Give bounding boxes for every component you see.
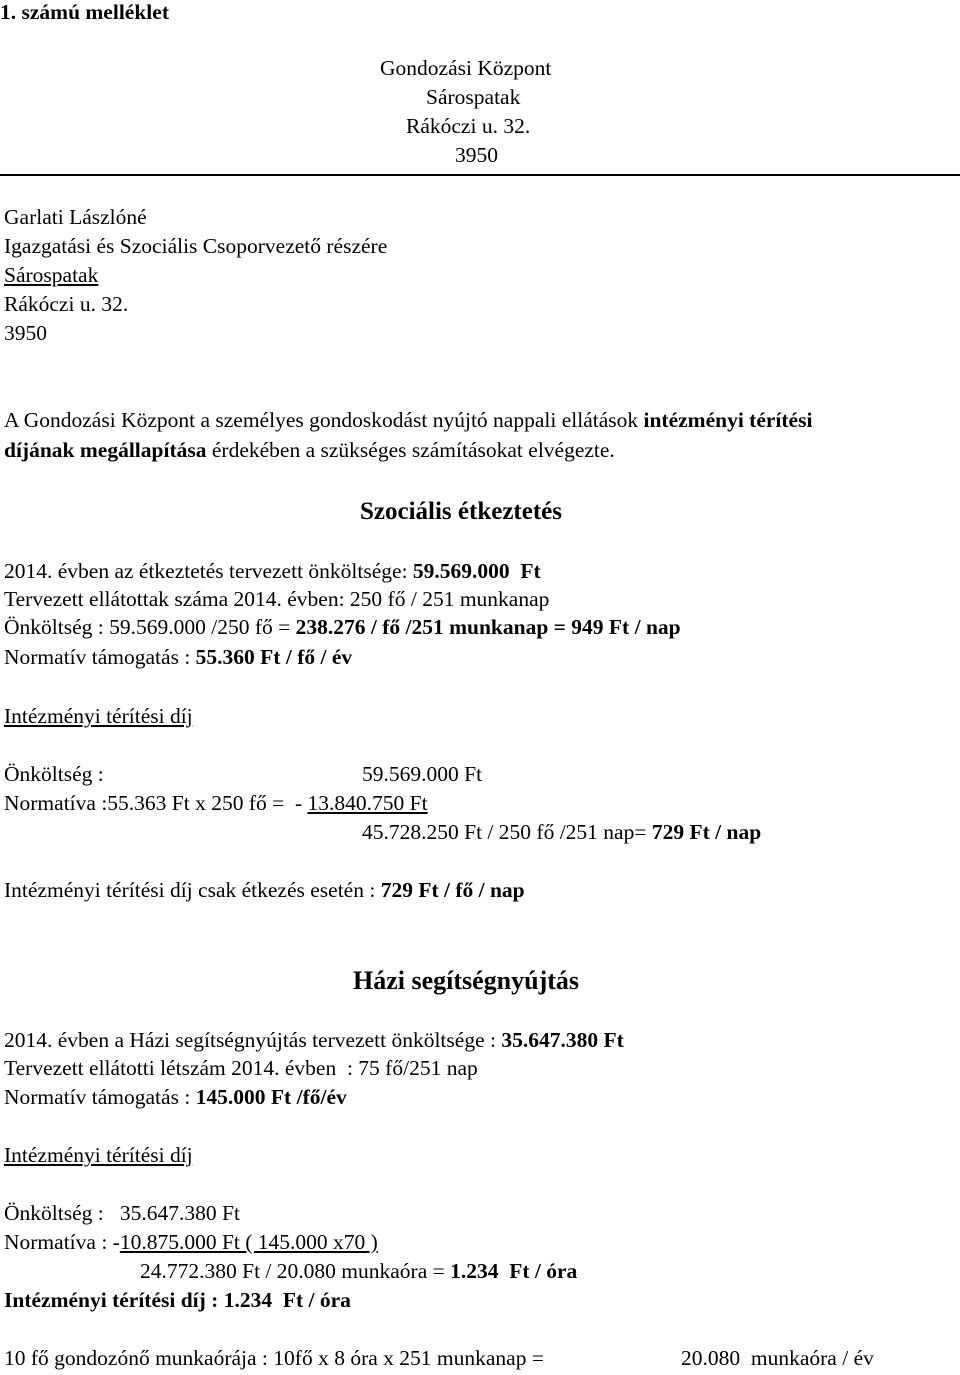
sender-line-2: Sárospatak bbox=[426, 85, 521, 109]
home-care-calc-normative-line bbox=[4, 1232, 378, 1254]
meals-unit-cost-line bbox=[4, 617, 681, 639]
meals-cost-line bbox=[4, 561, 541, 583]
section-title-home-care: Házi segítségnyújtás bbox=[353, 966, 580, 995]
recipient-street: Rákóczi u. 32. bbox=[4, 292, 129, 316]
intro-line-1 bbox=[4, 410, 812, 432]
home-care-calc-result-line bbox=[140, 1261, 577, 1283]
recipient-city: Sárospatak bbox=[4, 263, 99, 287]
meals-calc-result-text: 45.728.250 Ft / 250 fő /251 nap= bbox=[362, 820, 652, 844]
intro-text-2: érdekében a szükséges számításokat elvégezte. bbox=[206, 438, 615, 462]
meals-calc-cost-value: 59.569.000 Ft bbox=[362, 762, 483, 786]
meals-subsidy-text: Normatív támogatás : bbox=[4, 645, 196, 669]
home-care-calc-result-value: 1.234 Ft / óra bbox=[450, 1259, 578, 1283]
meals-fee-heading: Intézményi térítési díj bbox=[4, 704, 193, 728]
home-care-subsidy-line bbox=[4, 1087, 347, 1109]
home-care-subsidy-value: 145.000 Ft /fő/év bbox=[195, 1085, 347, 1109]
recipient-role: Igazgatási és Szociális Csoporvezető részére bbox=[4, 234, 388, 258]
annex-title: 1. számú melléklet bbox=[0, 0, 169, 24]
meals-fee-result-line bbox=[4, 880, 525, 902]
sender-line-4: 3950 bbox=[455, 143, 498, 167]
caregiver-hours-value: 20.080 munkaóra / év bbox=[681, 1346, 874, 1370]
intro-bold-2: díjának megállapítása bbox=[4, 438, 207, 462]
home-care-fee-heading: Intézményi térítési díj bbox=[4, 1143, 193, 1167]
home-care-calc-result-text: 24.772.380 Ft / 20.080 munkaóra = bbox=[140, 1259, 451, 1283]
home-care-subsidy-text: Normatív támogatás : bbox=[4, 1085, 196, 1109]
recipient-name: Garlati Lászlóné bbox=[4, 205, 147, 229]
meals-calc-cost-label: Önköltség : bbox=[4, 762, 104, 786]
home-care-calc-normative-value: 10.875.000 Ft ( 145.000 x70 ) bbox=[119, 1230, 378, 1254]
home-care-cost-value: 35.647.380 Ft bbox=[501, 1028, 624, 1052]
home-care-cost-line bbox=[4, 1030, 624, 1052]
meals-cost-text: 2014. évben az étkeztetés tervezett önköltsége: bbox=[4, 559, 413, 583]
home-care-calc-cost: Önköltség : 35.647.380 Ft bbox=[4, 1201, 240, 1225]
meals-calc-normative-line bbox=[4, 793, 428, 815]
meals-calc-normative-text: Normatíva :55.363 Ft x 250 fő = - bbox=[4, 791, 308, 815]
intro-line-2 bbox=[4, 440, 615, 462]
meals-calc-normative-value: 13.840.750 Ft bbox=[307, 791, 428, 815]
meals-calc-result-value: 729 Ft / nap bbox=[651, 820, 762, 844]
caregiver-hours-text: 10 fő gondozónő munkaórája : 10fő x 8 óra x 251 munkanap = bbox=[4, 1346, 544, 1370]
meals-subsidy-value: 55.360 Ft / fő / év bbox=[195, 645, 353, 669]
meals-calc-result-line bbox=[362, 822, 761, 844]
section-title-meals: Szociális étkeztetés bbox=[360, 498, 563, 525]
recipient-zip: 3950 bbox=[4, 321, 47, 345]
meals-fee-result-value: 729 Ft / fő / nap bbox=[380, 878, 525, 902]
meals-cost-value: 59.569.000 Ft bbox=[412, 559, 541, 583]
intro-bold-1: intézményi térítési bbox=[643, 408, 813, 432]
home-care-calc-normative-text: Normatíva : - bbox=[4, 1230, 120, 1254]
home-care-cost-text: 2014. évben a Házi segítségnyújtás tervezett önköltsége : bbox=[4, 1028, 502, 1052]
meals-unit-cost-text: Önköltség : 59.569.000 /250 fő = bbox=[4, 615, 296, 639]
meals-subsidy-line bbox=[4, 647, 352, 669]
sender-line-3: Rákóczi u. 32. bbox=[406, 114, 531, 138]
intro-text-1: A Gondozási Központ a személyes gondoskodást nyújtó nappali ellátások bbox=[4, 408, 644, 432]
meals-fee-result-text: Intézményi térítési díj csak étkezés esetén : bbox=[4, 878, 381, 902]
home-care-fee-result: Intézményi térítési díj : 1.234 Ft / óra bbox=[4, 1288, 351, 1312]
home-care-recipients-line: Tervezett ellátotti létszám 2014. évben : 75 fő/251 nap bbox=[4, 1056, 478, 1080]
meals-unit-cost-value: 238.276 / fő /251 munkanap = 949 Ft / nap bbox=[295, 615, 681, 639]
header-divider bbox=[0, 174, 960, 176]
sender-line-1: Gondozási Központ bbox=[380, 56, 552, 80]
meals-recipients-line: Tervezett ellátottak száma 2014. évben: 250 fő / 251 munkanap bbox=[4, 587, 550, 611]
